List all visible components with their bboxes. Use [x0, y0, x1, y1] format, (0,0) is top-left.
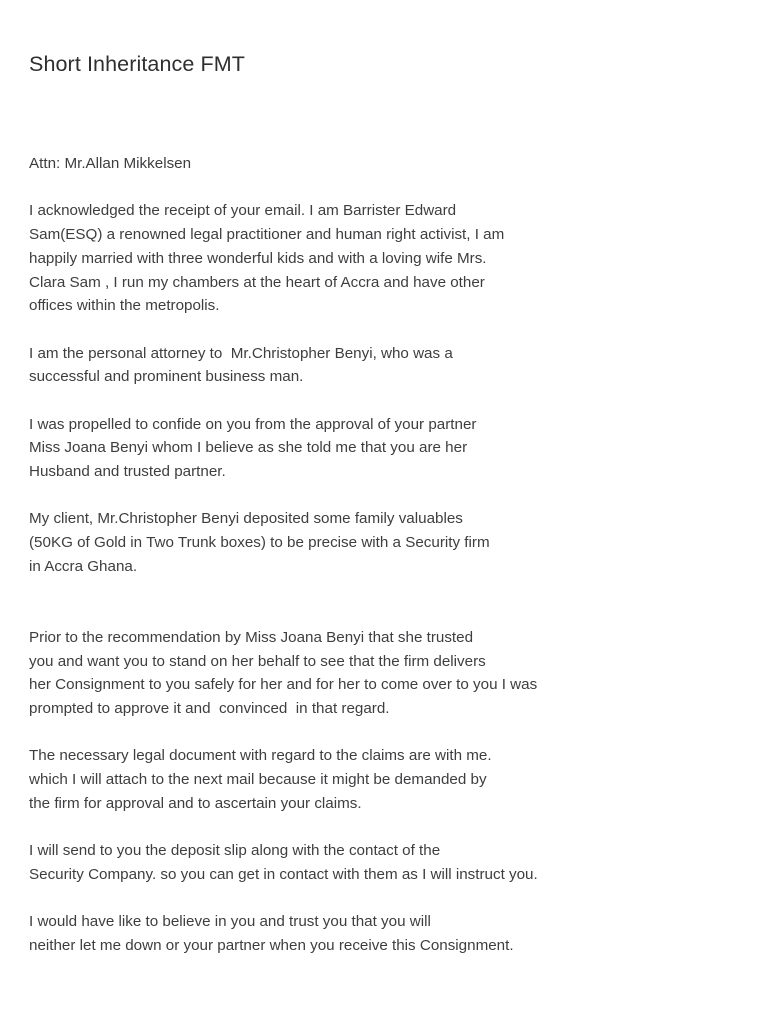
paragraph-line: prompted to approve it and convinced in that regard.: [29, 700, 390, 718]
paragraph-line: in Accra Ghana.: [29, 557, 138, 575]
salutation-text: Attn: Mr.Allan Mikkelsen: [29, 155, 192, 172]
paragraph-recommendation: [29, 626, 749, 721]
paragraph-line: Prior to the recommendation by Miss Joana Benyi that she trusted: [29, 628, 474, 646]
paragraph-line: which I will attach to the next mail because it might be demanded by: [29, 771, 487, 789]
paragraph-line: I will send to you the deposit slip along with the contact of the: [29, 842, 441, 860]
paragraph-line: the firm for approval and to ascertain your claims.: [29, 794, 362, 812]
paragraph-line: (50KG of Gold in Two Trunk boxes) to be precise with a Security firm: [29, 534, 490, 552]
paragraph-line: Clara Sam , I run my chambers at the heart of Accra and have other: [29, 273, 485, 291]
page-title: Short Inheritance FMT: [29, 52, 245, 76]
paragraph-line: offices within the metropolis.: [29, 297, 220, 315]
paragraph-line: her Consignment to you safely for her and for her to come over to you I was: [29, 676, 538, 694]
salutation-line: [29, 152, 749, 176]
paragraph-line: I was propelled to confide on you from the approval of your partner: [29, 415, 477, 433]
paragraph-line: Husband and trusted partner.: [29, 463, 226, 481]
paragraph-introduction: [29, 199, 749, 318]
paragraph-line: Security Company. so you can get in contact with them as I will instruct you.: [29, 865, 538, 883]
paragraph-deposit: [29, 507, 749, 578]
paragraph-line: I am the personal attorney to Mr.Christopher Benyi, who was a: [29, 344, 453, 362]
paragraph-line: Miss Joana Benyi whom I believe as she told me that you are her: [29, 439, 468, 457]
paragraph-line: you and want you to stand on her behalf to see that the firm delivers: [29, 652, 486, 670]
email-body: [29, 152, 749, 958]
paragraph-line: happily married with three wonderful kids and with a loving wife Mrs.: [29, 249, 487, 267]
paragraph-trust: [29, 910, 749, 957]
paragraph-line: Sam(ESQ) a renowned legal practitioner and human right activist, I am: [29, 226, 505, 244]
paragraph-line: The necessary legal document with regard to the claims are with me.: [29, 747, 492, 765]
paragraph-line: I would have like to believe in you and trust you that you will: [29, 913, 431, 931]
paragraph-line: successful and prominent business man.: [29, 368, 304, 386]
paragraph-line: neither let me down or your partner when you receive this Consignment.: [29, 937, 514, 955]
paragraph-line: I acknowledged the receipt of your email. I am Barrister Edward: [29, 202, 457, 220]
paragraph-legal-document: [29, 744, 749, 815]
paragraph-line: My client, Mr.Christopher Benyi deposited some family valuables: [29, 510, 463, 528]
paragraph-deposit-slip: [29, 839, 749, 886]
paragraph-partner: [29, 413, 749, 484]
paragraph-attorney: [29, 342, 749, 389]
